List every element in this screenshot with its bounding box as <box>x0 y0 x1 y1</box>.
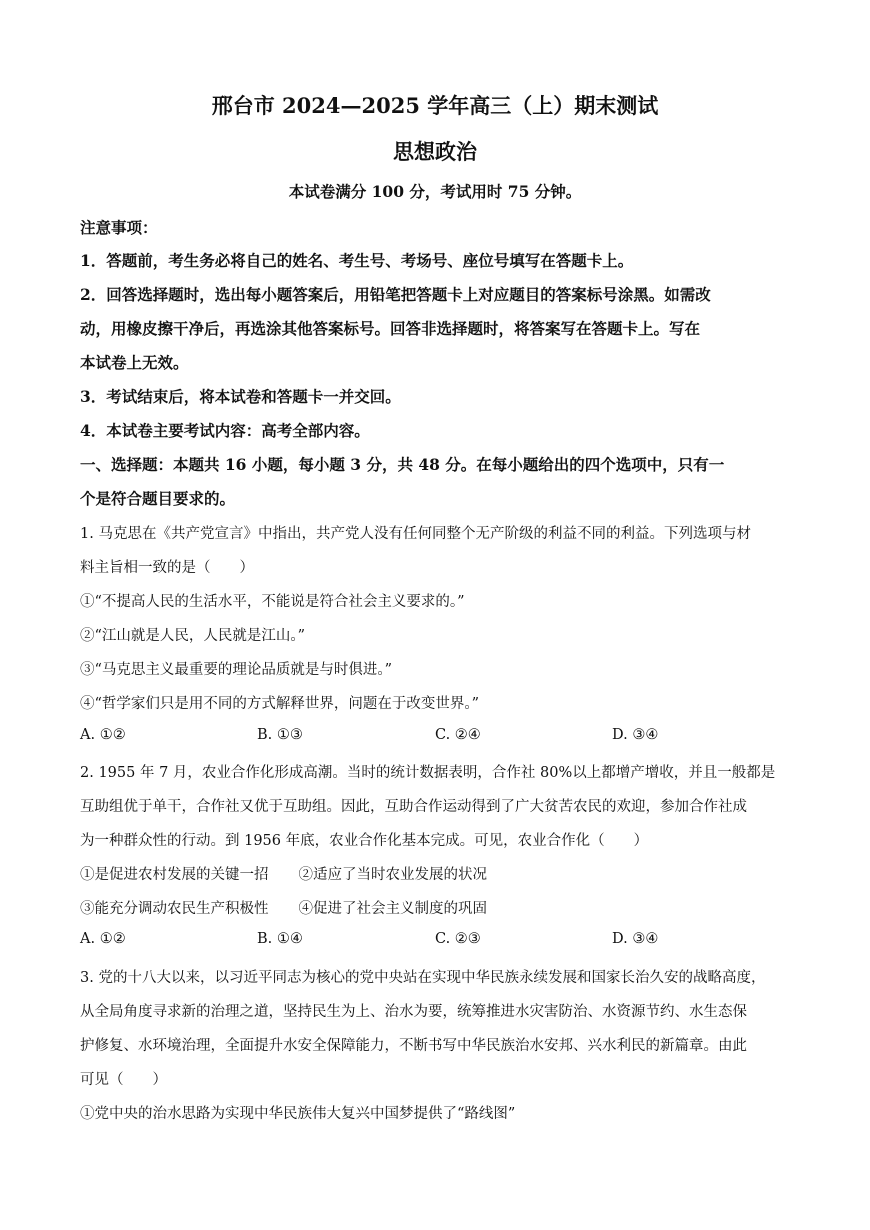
exam-title: 邢台市 2024—2025 学年高三（上）期末测试 <box>211 93 659 118</box>
notice-item: 2．回答选择题时，选出每小题答案后，用铅笔把答题卡上对应题目的答案标号涂黑。如需改 <box>80 285 711 304</box>
question-1-option-a: A. ①② <box>80 727 126 743</box>
question-2-option-d: D. ③④ <box>612 931 659 947</box>
question-1-option-b: B. ①③ <box>257 727 303 743</box>
question-2-option-c: C. ②③ <box>435 931 481 947</box>
question-1-option-d: D. ③④ <box>612 727 659 743</box>
subject-title: 思想政治 <box>393 139 477 164</box>
question-2-statements-row <box>80 863 487 884</box>
question-3-stem: 3. 党的十八大以来，以习近平同志为核心的党中央站在实现中华民族永续发展和国家长治久安的战略高度， <box>80 970 766 986</box>
question-2-stem: 为一种群众性的行动。到 1956 年底，农业合作化基本完成。可见，农业合作化（ ） <box>80 833 649 849</box>
question-2-option-b: B. ①④ <box>257 931 303 947</box>
question-1-stem: 1. 马克思在《共产党宣言》中指出，共产党人没有任何同整个无产阶级的利益不同的利益。下列选项与材 <box>80 526 751 542</box>
notice-item: 1．答题前，考生务必将自己的姓名、考生号、考场号、座位号填写在答题卡上。 <box>80 251 634 270</box>
question-1-statement: ②“江山就是人民，人民就是江山。” <box>80 628 306 644</box>
question-1-statement: ④“哲学家们只是用不同的方式解释世界，问题在于改变世界。” <box>80 696 480 712</box>
question-1-stem: 料主旨相一致的是（ ） <box>80 560 254 576</box>
question-2-stem: 互助组优于单干，合作社又优于互助组。因此，互助合作运动得到了广大贫苦农民的欢迎，参加合作社成 <box>80 799 747 815</box>
question-1-statement: ③“马克思主义最重要的理论品质就是与时俱进。” <box>80 662 393 678</box>
question-2-statement: ①是促进农村发展的关键一招 <box>80 867 269 883</box>
question-3-stem: 从全局角度寻求新的治理之道，坚持民生为上、治水为要，统筹推进水灾害防治、水资源节约、水生态保 <box>80 1004 747 1020</box>
question-2-statement: ④促进了社会主义制度的巩固 <box>298 901 487 917</box>
question-3-stem: 护修复、水环境治理，全面提升水安全保障能力，不断书写中华民族治水安邦、兴水利民的新篇章。由此 <box>80 1038 747 1054</box>
question-2-stem: 2. 1955 年 7 月，农业合作化形成高潮。当时的统计数据表明，合作社 80%以上都增产增收，并且一般都是 <box>80 765 776 781</box>
question-2-option-a: A. ①② <box>80 931 126 947</box>
question-1-statement: ①“不提高人民的生活水平，不能说是符合社会主义要求的。” <box>80 594 465 610</box>
section-heading: 个是符合题目要求的。 <box>80 489 236 508</box>
exam-info: 本试卷满分 100 分，考试用时 75 分钟。 <box>288 182 582 201</box>
notice-item: 动，用橡皮擦干净后，再选涂其他答案标号。回答非选择题时，将答案写在答题卡上。写在 <box>80 319 701 338</box>
question-3-statement: ①党中央的治水思路为实现中华民族伟大复兴中国梦提供了“路线图” <box>80 1106 516 1122</box>
question-2-statement: ②适应了当时农业发展的状况 <box>298 867 487 883</box>
question-1-option-c: C. ②④ <box>435 727 481 743</box>
section-heading: 一、选择题：本题共 16 小题，每小题 3 分，共 48 分。在每小题给出的四个选项中，只有一 <box>80 455 725 474</box>
notice-heading: 注意事项： <box>80 218 158 237</box>
notice-item: 3．考试结束后，将本试卷和答题卡一并交回。 <box>80 387 401 406</box>
notice-item: 本试卷上无效。 <box>80 353 189 372</box>
question-2-statements-row <box>80 897 487 918</box>
question-2-statement: ③能充分调动农民生产积极性 <box>80 901 269 917</box>
notice-item: 4．本试卷主要考试内容：高考全部内容。 <box>80 421 370 440</box>
question-3-stem: 可见（ ） <box>80 1072 167 1088</box>
